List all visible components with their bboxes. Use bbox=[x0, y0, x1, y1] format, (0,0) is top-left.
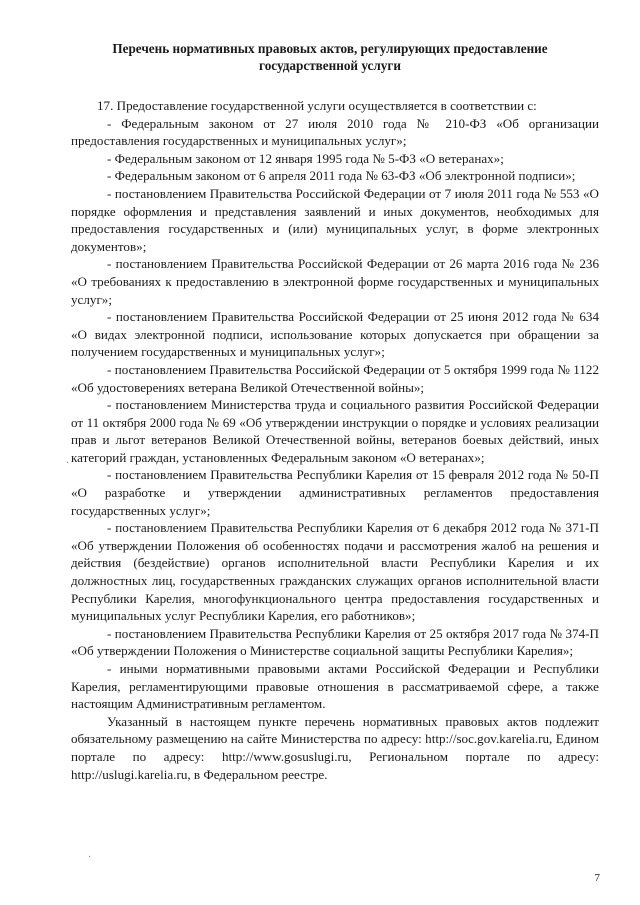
paragraph-item: - иными нормативными правовыми актами Российской Федерации и Республики Карелия, регламентирующими правовые отношения в рассматриваемой сфере, а также настоящим Административным регламентом. bbox=[71, 661, 599, 712]
paragraph-item: - постановлением Правительства Республики Карелия от 15 февраля 2012 года № 50-П «О разработке и утверждении административных регламентов предоставления государственных услуг»; bbox=[71, 467, 599, 518]
title-line-1: Перечень нормативных правовых актов, регулирующих предоставление bbox=[112, 41, 548, 56]
document-body bbox=[71, 97, 599, 783]
paragraph-item: - постановлением Правительства Российской Федерации от 7 июля 2011 года № 553 «О порядке оформления и представления заявлений и иных документов, необходимых для предоставления государственных и (или) муниципальных услуг, в форме электронных документов»; bbox=[71, 185, 599, 254]
title-line-2: государственной услуги bbox=[259, 58, 401, 73]
scan-speck: · bbox=[66, 458, 70, 469]
paragraph-item: - Федеральным законом от 27 июля 2010 года № 210-ФЗ «Об организации предоставления государственных и муниципальных услуг»; bbox=[71, 115, 599, 149]
paragraph-closing: Указанный в настоящем пункте перечень нормативных правовых актов подлежит обязательному размещению на сайте Министерства по адресу: http://soc.gov.karelia.ru, Едином портале по адресу: http://www.gosuslugi.ru, Региональном портале по адресу: http://uslugi.karelia.ru, в Федеральном реестре. bbox=[71, 713, 599, 782]
paragraph-item: - постановлением Правительства Российской Федерации от 5 октября 1999 года № 1122 «Об удостоверениях ветерана Великой Отечественной войны»; bbox=[71, 361, 599, 395]
paragraph-intro: 17. Предоставление государственной услуги осуществляется в соответствии с: bbox=[97, 98, 537, 113]
page-number: 7 bbox=[594, 872, 600, 884]
paragraph-item: - постановлением Правительства Республики Карелия от 25 октября 2017 года № 374-П «Об утверждении Положения о Министерстве социальной защиты Республики Карелия»; bbox=[71, 625, 599, 659]
paragraph-item: - постановлением Министерства труда и социального развития Российской Федерации от 11 октября 2000 года № 69 «Об утверждении инструкции о порядке и условиях реализации прав и льгот ветеранов Великой Отечественной войны, ветеранов боевых действий, иных категорий граждан, установленных Федеральным законом «О ветеранах»; bbox=[71, 397, 599, 465]
document-title bbox=[60, 40, 600, 74]
paragraph-item: - постановлением Правительства Российской Федерации от 25 июня 2012 года № 634 «О видах электронной подписи, использование которых допускается при обращении за получением государственных и муниципальных услуг»; bbox=[71, 309, 599, 360]
paragraph-item: - постановлением Правительства Российской Федерации от 26 марта 2016 года № 236 «О требованиях к предоставлению в электронной форме государственных и муниципальных услуг»; bbox=[71, 256, 599, 307]
paragraph-item: - постановлением Правительства Республики Карелия от 6 декабря 2012 года № 371-П «Об утверждении Положения об особенностях подачи и рассмотрения жалоб на решения и действия (бездействие) органов исполнительной власти Республики Карелия и их должностных лиц, государственных гражданских служащих органов исполнительной власти Республики Карелия, многофункционального центра предоставления государственных и муниципальных услуг Республики Карелия, его работников»; bbox=[71, 520, 599, 624]
paragraph-item: - Федеральным законом от 12 января 1995 года № 5-ФЗ «О ветеранах»; bbox=[107, 150, 504, 166]
paragraph-item: - Федеральным законом от 6 апреля 2011 года № 63-ФЗ «Об электронной подписи»; bbox=[107, 168, 576, 184]
scan-speck: · bbox=[88, 852, 92, 863]
